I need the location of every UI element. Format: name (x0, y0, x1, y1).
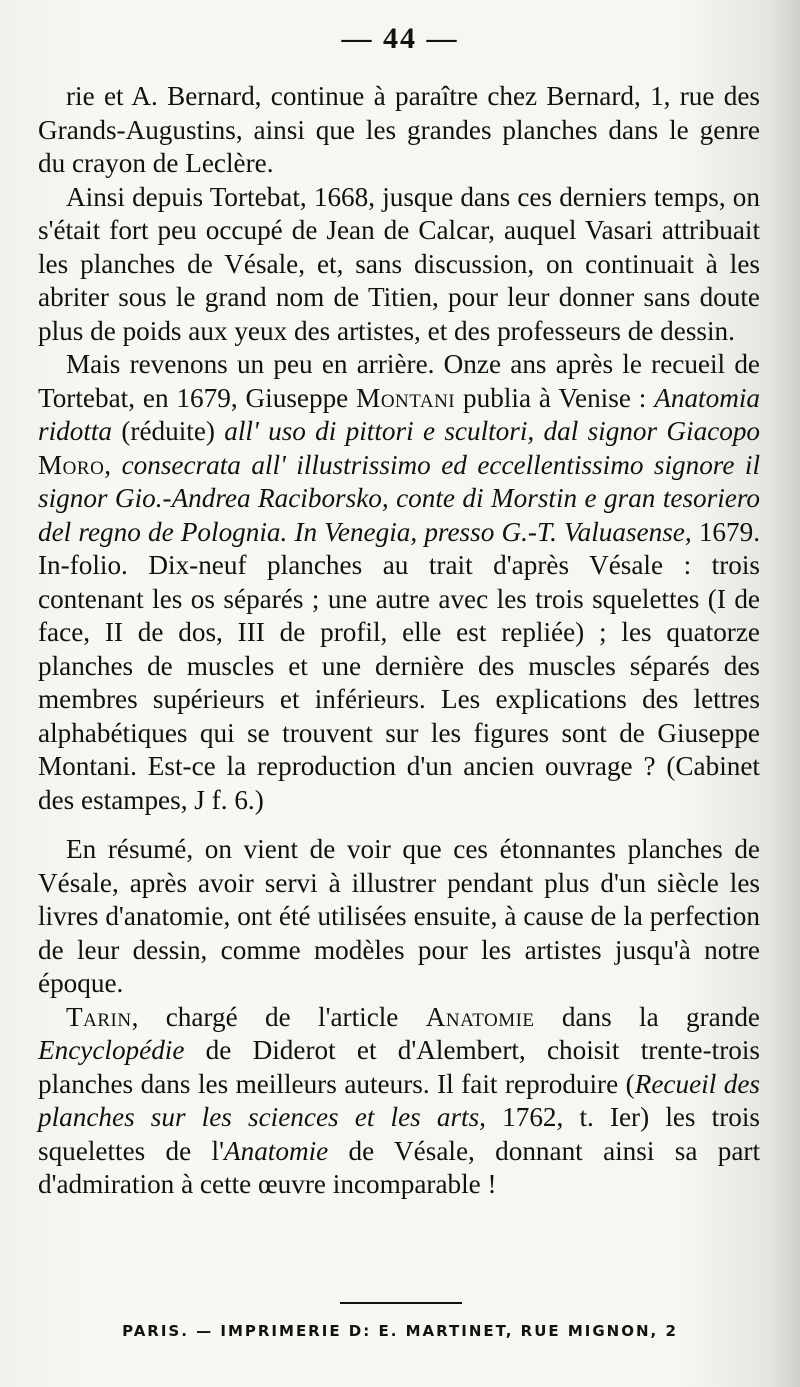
paragraph-continuation: rie et A. Bernard, continue à paraître chez Bernard, 1, rue des Grands-Augustins, ainsi que les grandes planches dans le genre du crayon de Leclère. (38, 81, 760, 178)
italic-text-segment: consecrata all' illustrissimo ed eccellentissimo signore il signor Gio.-Andrea Raciborsko, conte di Morstin e gran tesoriero del regno de Polognia. In Venegia, presso G.-T. Valuasense, (38, 449, 760, 547)
italic-text-segment: Anatomia ridotta (38, 382, 760, 446)
small-caps-name: Anatomie (425, 1001, 535, 1032)
page-number: — 44 — (341, 22, 459, 55)
italic-text-segment: Encyclopédie (38, 1035, 185, 1065)
text-segment: de Vésale, donnant ainsi sa part d'admiration à cette œuvre incomparable ! (38, 1135, 760, 1199)
text-segment: dans la grande (534, 1001, 760, 1032)
text-segment: de Diderot et d'Alembert, choisit trente-trois planches dans les meilleurs auteurs. Il fait reproduire ( (38, 1035, 760, 1099)
paragraph-tarin (38, 1001, 760, 1202)
body-text (38, 80, 760, 1202)
small-caps-name: Montani (356, 382, 456, 413)
small-caps-name: Moro (38, 449, 105, 480)
italic-text-segment: Recueil des planches sur les sciences et les arts, (38, 1068, 760, 1132)
text-segment: (réduite) (112, 416, 225, 446)
italic-text-segment: all' uso di pittori e scultori, dal signor Giacopo (224, 416, 761, 446)
paragraph-resume: En résumé, on vient de voir que ces étonnantes planches de Vésale, après avoir servi à illustrer pendant plus d'un siècle les livres d'anatomie, ont été utilisées ensuite, à cause de la perfection de leur dessin, comme modèles pour les artistes jusqu'à notre époque. (38, 834, 760, 998)
text-segment: , chargé de l'article (131, 1001, 426, 1032)
paragraph-montani (38, 348, 760, 817)
text-segment: , (104, 449, 122, 480)
text-segment: Mais revenons un peu en arrière. Onze ans après le recueil de Tortebat, en 1679, Giuseppe (38, 349, 760, 413)
italic-text-segment: Anatomie (224, 1135, 329, 1166)
printer-imprint: PARIS. — IMPRIMERIE D: E. MARTINET, RUE MIGNON, 2 (122, 1322, 678, 1340)
text-segment: 1679. In-folio. Dix-neuf planches au trait d'après Vésale : trois contenant les os séparés ; une autre avec les trois squelettes (I de face, II de dos, III de profil, elle est repliée) ; les quatorze planches de muscles et une dernière des muscles séparés des membres supérieurs et inférieurs. Les explications des lettres alphabétiques qui se trouvent sur les figures sont de Giuseppe Montani. Est-ce la reproduction d'un ancien ouvrage ? (Cabinet des estampes, J f. 6.) (38, 516, 761, 815)
footer-rule (340, 1302, 462, 1304)
paragraph-tortebat: Ainsi depuis Tortebat, 1668, jusque dans ces derniers temps, on s'était fort peu occupé de Jean de Calcar, auquel Vasari attribuait les planches de Vésale, et, sans discussion, on continuait à les abriter sous le grand nom de Titien, pour leur donner sans doute plus de poids aux yeux des artistes, et des professeurs de dessin. (38, 181, 760, 346)
text-segment: 1762, t. Ier) les trois squelettes de l' (38, 1102, 760, 1166)
small-caps-name: Tarin (66, 1001, 132, 1032)
text-segment: publia à Venise : (455, 382, 655, 413)
